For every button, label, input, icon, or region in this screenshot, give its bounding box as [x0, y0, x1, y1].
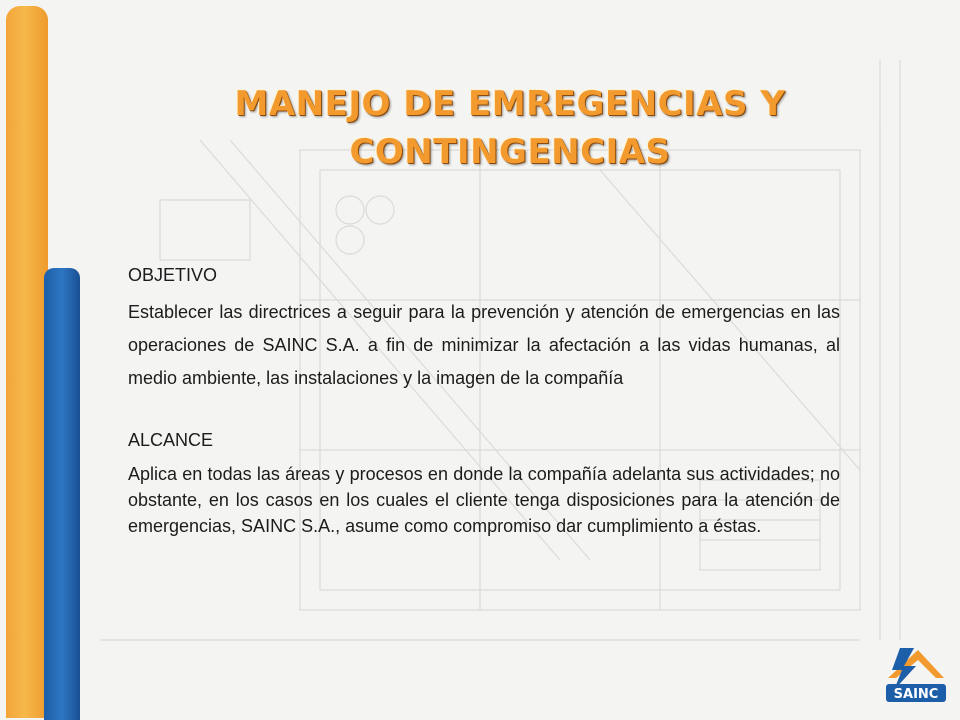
sainc-logo — [880, 640, 950, 710]
scope-heading: ALCANCE — [128, 430, 214, 450]
scope-text: Aplica en todas las áreas y procesos en donde la compañía adelanta sus actividades; no obstante, en los casos en los cuales el cliente tenga disposiciones para la atención de emergencias, SAINC S.A., asume como compromiso dar cumplimiento a éstas. — [128, 464, 840, 536]
slide-content — [128, 262, 840, 539]
svg-text:SAINC: SAINC — [893, 687, 939, 702]
slide-title: MANEJO DE EMREGENCIAS Y CONTINGENCIAS — [234, 84, 786, 172]
blue-side-bar — [44, 268, 80, 720]
orange-side-bar — [6, 6, 48, 718]
objective-heading: OBJETIVO — [128, 265, 218, 285]
objective-text: Establecer las directrices a seguir para la prevención y atención de emergencias en las operaciones de SAINC S.A. a fin de minimizar la afectación a las vidas humanas, al medio ambiente, las instalaciones y la imagen de la compañía — [128, 302, 840, 388]
